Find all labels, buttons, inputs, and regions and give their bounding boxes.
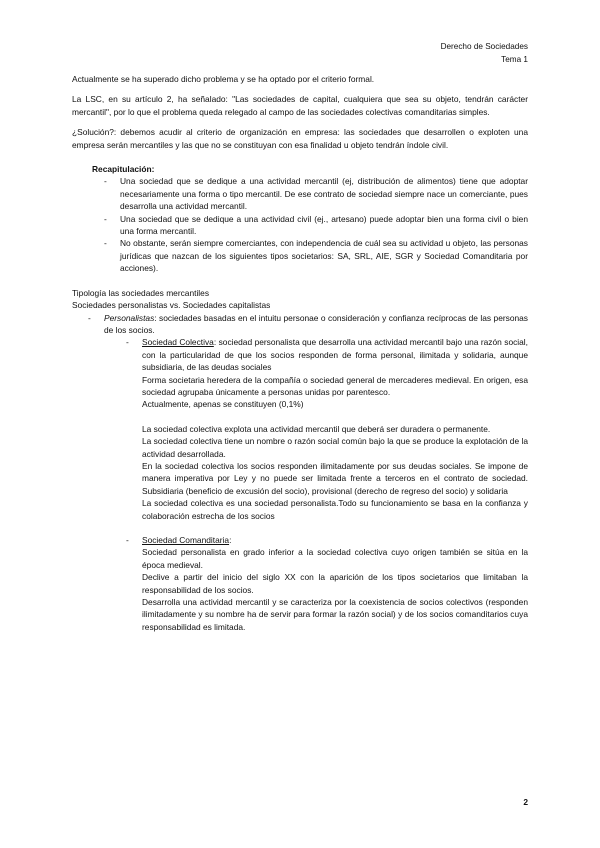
recap-heading: Recapitulación: [92,164,155,175]
header-topic: Tema 1 [501,55,528,64]
bullet-dash: - [126,337,129,348]
personalistas-definition: : sociedades basadas en el intuitu personae o consideración y confianza recíprocas de las personas de los socios. [104,312,528,335]
colectiva-definition: : sociedad personalista que desarrolla una actividad mercantil bajo una razón social, con la particularidad de que los socios responden de forma personal, ilimitada y solidaria, aunque subsidiaria, de las deudas sociales [142,337,528,373]
colectiva-body [142,336,528,522]
comanditaria-label: Sociedad Comanditaria [142,535,230,545]
colectiva-line: Forma societaria heredera de la compañía o sociedad general de mercaderes medieval. En origen, esa sociedad agrupaba únicamente a personas unidas por parentesco. [142,374,528,397]
recap-item-text: Una sociedad que se dedique a una actividad mercantil (ej, distribución de alimentos) tiene que adoptar necesariamente una forma o tipo mercantil. De ese contrato de sociedad siempre nace un comerciante, pues desarrolla una actividad mercantil. [120,176,528,212]
bullet-dash: - [126,535,129,545]
page-header [441,40,528,66]
comanditaria-body [142,534,528,633]
colectiva-item [126,336,528,522]
comanditaria-line: Sociedad personalista en grado inferior a la sociedad colectiva cuyo origen también se sitúa en la época medieval. [142,547,528,570]
paragraph-3: ¿Solución?: debemos acudir al criterio de organización en empresa: las sociedades que desarrollen o exploten una empresa serán mercantiles y las que no se constituyan con esa finalidad u objeto tendrán índole civil. [72,127,528,150]
recap-item [104,175,528,212]
colectiva-label: Sociedad Colectiva [142,337,214,348]
paragraph-2: La LSC, en su artículo 2, ha señalado: "Las sociedades de capital, cualquiera que sea su objeto, tendrán carácter mercantil", por lo que el problema queda relegado al campo de las sociedades colectivas comanditarias simples. [72,94,528,117]
paragraph-1: Actualmente se ha superado dicho problema y se ha optado por el criterio formal. [72,74,375,84]
recap-item [104,213,528,238]
colectiva-line: La sociedad colectiva tiene un nombre o razón social común bajo la que se produce la explotación de la actividad desarrollada. [142,436,528,459]
document-body [72,73,528,633]
colectiva-line: La sociedad colectiva explota una actividad mercantil que deberá ser duradera o permanente. [142,423,491,434]
colectiva-line: En la sociedad colectiva los socios responden ilimitadamente por sus deudas sociales. Se impone de manera imperativa por Ley y no puede ser limitada frente a terceros en el contrato de sociedad. Subsidiaria (beneficio de excusión del socio), provisional (derecho de regreso del socio) y solidaria [142,460,528,496]
bullet-dash: - [104,176,107,187]
bullet-dash: - [88,312,91,323]
recap-item-text: No obstante, serán siempre comerciantes, con independencia de cuál sea su actividad u objeto, las personas jurídicas que nazcan de los siguientes tipos societarios: SA, SRL, AIE, SGR y Sociedad Comanditaria por acciones). [120,238,528,274]
section-title: Tipología las sociedades mercantiles [72,287,210,298]
section-subtitle: Sociedades personalistas vs. Sociedades capitalistas [72,300,271,311]
personalistas-item [88,312,528,337]
personalistas-label: Personalistas [104,312,155,323]
colectiva-line: La sociedad colectiva es una sociedad personalista.Todo su funcionamiento se basa en la confianza y colaboración estrecha de los socios [142,498,528,521]
colectiva-line: Actualmente, apenas se constituyen (0,1%) [142,399,304,410]
comanditaria-item [126,534,528,633]
header-subject: Derecho de Sociedades [440,42,528,51]
page-number: 2 [523,797,528,807]
comanditaria-colon: : [229,535,232,545]
bullet-dash: - [104,238,107,249]
comanditaria-line: Desarrolla una actividad mercantil y se caracteriza por la coexistencia de socios colectivos (responden ilimitadamente y su nombre ha de servir para formar la razón social) y de los socios comanditarios cuya responsabilidad es limitada. [142,597,528,632]
comanditaria-line: Declive a partir del inicio del siglo XX con la aparición de los tipos societarios que limitaban la responsabilidad de los socios. [142,572,528,595]
recap-item-text: Una sociedad que se dedique a una actividad civil (ej., artesano) puede adoptar bien una forma civil o bien una forma mercantil. [120,213,528,237]
personalistas-text [104,312,528,337]
bullet-dash: - [104,213,107,224]
recap-item [104,237,528,274]
